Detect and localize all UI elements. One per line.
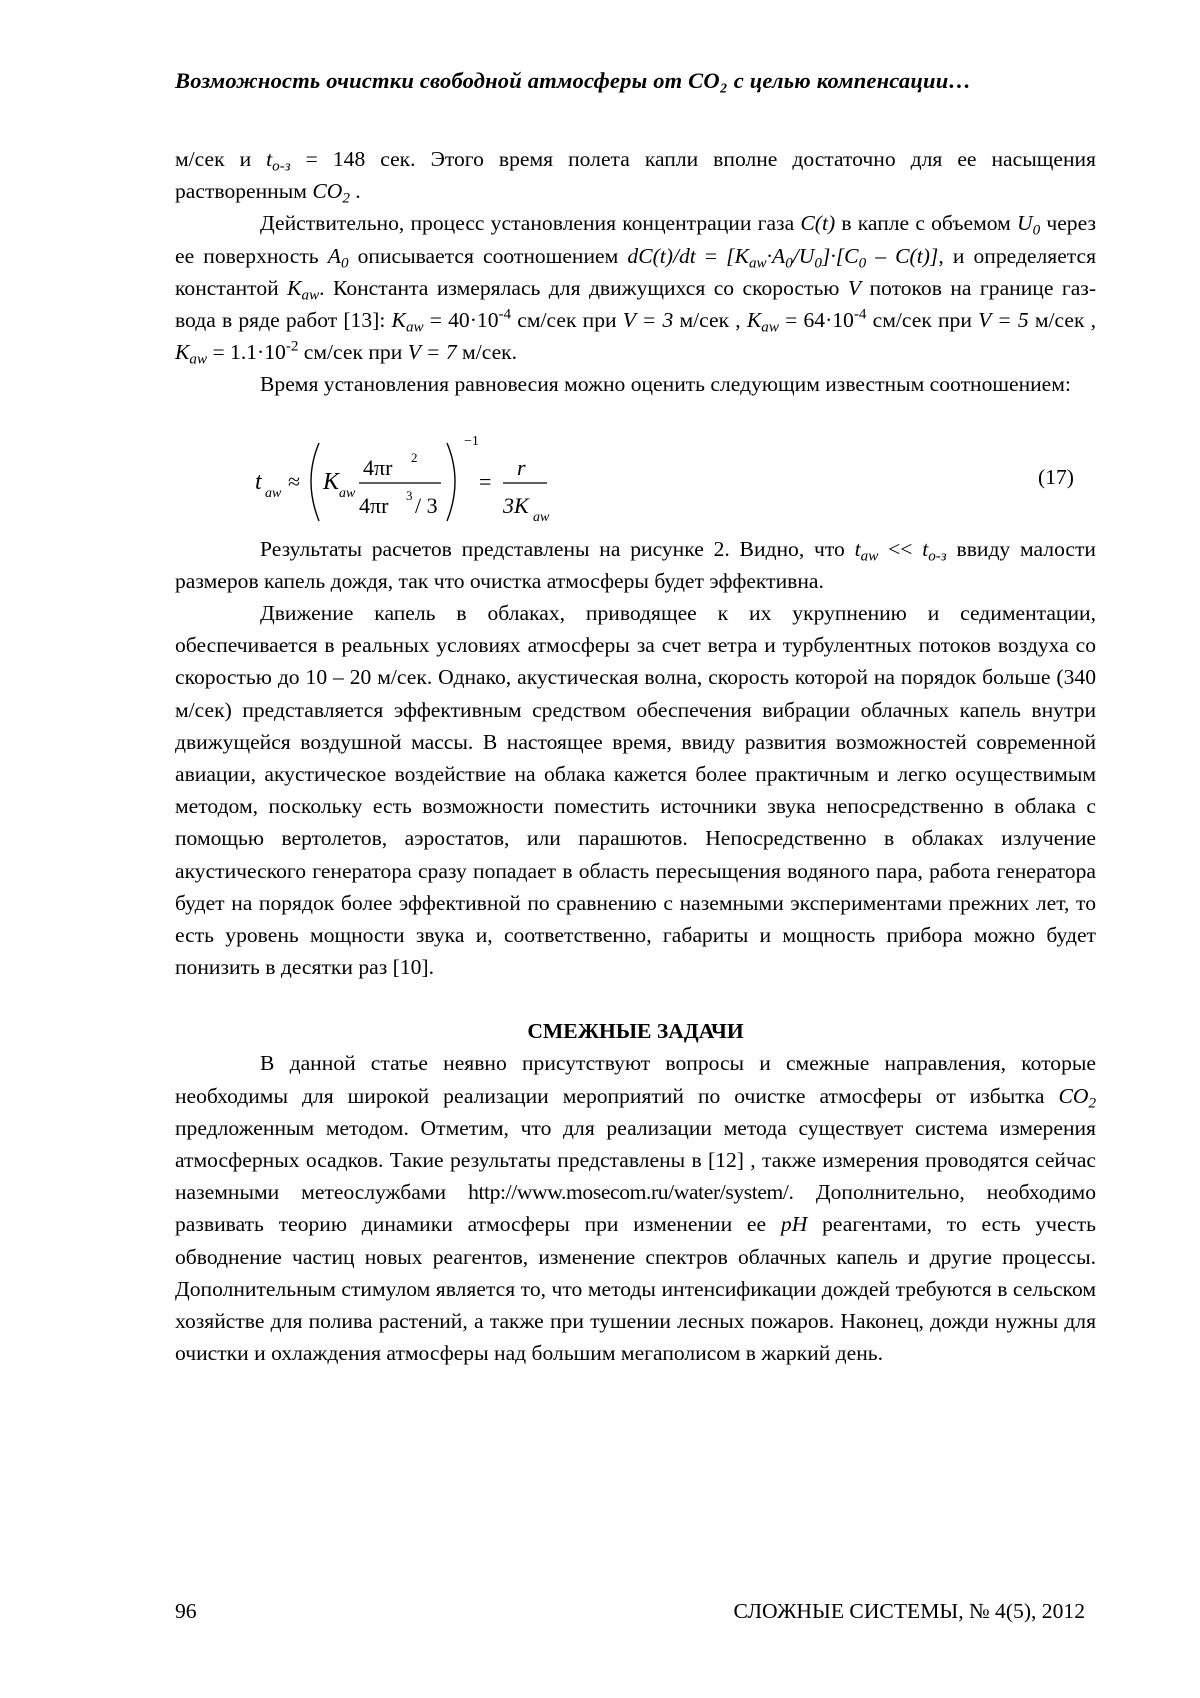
subscript: о-з bbox=[928, 548, 947, 565]
eq-numerator: 4πr bbox=[363, 454, 393, 480]
text: = bbox=[695, 243, 727, 268]
superscript: -4 bbox=[853, 306, 867, 323]
inline-equation: dC(t)/dt bbox=[627, 243, 696, 268]
paragraph-3: Время установления равновесия можно оценить следующим известным соотношением: bbox=[260, 372, 1071, 397]
subscript: aw bbox=[189, 351, 208, 368]
text: см/сек при bbox=[511, 308, 623, 333]
subscript: 0 bbox=[814, 255, 822, 272]
text: см/сек при bbox=[866, 308, 979, 333]
paragraph-6 bbox=[175, 1047, 1096, 1369]
text: м/сек , bbox=[673, 308, 747, 333]
text: = 1.1·10 bbox=[207, 340, 286, 365]
symbol-ph: pH bbox=[780, 1212, 808, 1237]
eq-left-paren bbox=[311, 443, 319, 521]
subscript: 0 bbox=[785, 255, 793, 272]
subscript: 2 bbox=[342, 190, 350, 207]
symbol-v: V bbox=[847, 275, 862, 300]
text: в капле с объемом bbox=[835, 211, 1017, 236]
symbol-k: K bbox=[175, 340, 190, 365]
subscript: aw bbox=[761, 319, 779, 336]
eq-approx: ≈ bbox=[288, 468, 301, 494]
subscript: aw bbox=[860, 548, 879, 565]
text: Действительно, процесс установления концентрации газа bbox=[260, 211, 801, 236]
eq-equals: = bbox=[479, 468, 492, 494]
text: . Дополнительно, необходимо развивать теорию динамики атмосферы при изменении ее bbox=[175, 1180, 1096, 1237]
paragraph-5: Движение капель в облаках, приводящее к их укрупнению и седиментации, обеспечивается в реальных условиях атмосферы за счет ветра и турбулентных потоков воздуха со скоростью до 10 – 20 м/сек. Однако, акустическая волна, скорость которой на порядок больше (340 м/сек) представляется эффективным средством обеспечения вибрации облачных капель внутри движущейся воздушной массы. В настоящее время, ввиду развития возможностей современной авиации, акустическое воздействие на облака кажется более практичным и легко осуществимым методом, поскольку есть возможности поместить источники звука непосредственно в облака с помощью вертолетов, аэростатов, или парашютов. Непосредственно в облаках излучение акустического генератора сразу попадает в область пересыщения водяного пара, работа генератора будет на порядок более эффективной по сравнению с наземными экспериментами прежних лет, то есть уровень мощности звука и, соответственно, габариты и мощность прибора можно будет понизить в десятки раз [10]. bbox=[175, 601, 1096, 980]
text: описывается соотношением bbox=[348, 243, 628, 268]
eq-right-paren bbox=[447, 443, 455, 521]
eq-den-exp: 3 bbox=[406, 487, 413, 503]
symbol-k: K bbox=[287, 275, 302, 300]
subscript: 0 bbox=[1032, 222, 1041, 239]
symbol-t: t bbox=[266, 147, 273, 171]
symbol-v: V = 7 bbox=[407, 340, 457, 365]
text: << bbox=[878, 536, 923, 561]
inline-equation: [K bbox=[726, 243, 749, 268]
symbol-co2: СО bbox=[312, 179, 343, 204]
text: , и определяется константой bbox=[175, 243, 1097, 300]
symbol-t: t bbox=[854, 536, 861, 561]
equation-formula bbox=[255, 429, 555, 533]
paragraph-2: Действительно, процесс установления концентрации газа C(t) в капле с объемом $U_0$ через ее поверхность $A_0$ описывается соотношением $dC(t)/dt = [K_{aw}\cdot A_0/U_0]\cdot[C_0 - C(t)]$, и определяется константой $K_{aw}$. Константа измерялась для движущихся со скоростью V потоков на границе газ-вода в ряде работ [13]: $K_{aw} = 40\cdot 10^{-4}$ см/сек при V = 3 м/сек , $K_{aw} = 64\cdot 10^{-4}$ см/сек при V = 5 м/сек , $K_{aw} = 1.1\cdot 10^{-2}$ см/сек при V = 7 м/сек. bbox=[175, 211, 1097, 368]
eq-den-tail: / 3 bbox=[415, 492, 438, 518]
section-heading: СМЕЖНЫЕ ЗАДАЧИ bbox=[527, 1019, 744, 1044]
text: . Константа измерялась для движущихся со скоростью bbox=[319, 275, 848, 300]
subscript: aw bbox=[301, 287, 320, 304]
journal-footer: СЛОЖНЫЕ СИСТЕМЫ, № 4(5), 2012 bbox=[733, 1599, 1085, 1623]
equation-number: (17) bbox=[1038, 464, 1074, 489]
symbol-v: V = 5 bbox=[978, 308, 1029, 333]
eq-den2: 3K bbox=[503, 492, 529, 518]
symbol-ct: C(t) bbox=[800, 211, 836, 236]
text: м/сек , bbox=[1028, 308, 1097, 333]
inline-equation: – C(t)] bbox=[866, 243, 939, 268]
eq-t-sub: aw bbox=[265, 485, 282, 501]
eq-t: t bbox=[255, 468, 262, 495]
inline-equation: ]·[C bbox=[821, 243, 859, 268]
eq-r: r bbox=[517, 454, 526, 480]
superscript: -4 bbox=[498, 306, 512, 323]
symbol-a0: A bbox=[327, 243, 341, 268]
inline-equation: A bbox=[772, 243, 786, 268]
text: предложенным методом. Отметим, что для реализации метода существует система измерения атмосферных осадков. Такие результаты представлены в [12] , также измерения проводятся сейчас наземными метеослужбами bbox=[175, 1115, 1096, 1205]
subscript: 2 bbox=[1088, 1095, 1096, 1112]
text: через ее поверхность bbox=[175, 211, 1096, 268]
symbol-t: t bbox=[922, 536, 929, 561]
text: . bbox=[349, 179, 361, 204]
eq-k-sub: aw bbox=[339, 485, 356, 501]
body-text bbox=[175, 143, 1096, 1370]
text: Результаты расчетов представлены на рисунке 2. Видно, что bbox=[260, 536, 855, 561]
eq-denominator: 4πr bbox=[359, 492, 389, 518]
symbol-u0: U bbox=[1017, 211, 1033, 236]
subscript: aw bbox=[748, 255, 767, 272]
url-link[interactable]: http://www.mosecom.ru/water/system/ bbox=[468, 1180, 789, 1205]
text: = 40·10 bbox=[423, 308, 499, 333]
text: В данной статье неявно присутствуют вопросы и смежные направления, которые необходимы для широкой реализации мероприятий по очистке атмосферы от избытка bbox=[175, 1051, 1096, 1108]
text: см/сек при bbox=[298, 340, 408, 365]
text: потоков на границе газ-вода в ряде работ [13]: bbox=[175, 275, 1097, 333]
eq-den2-sub: aw bbox=[533, 509, 550, 525]
text: = 64·10 bbox=[778, 308, 854, 333]
subscript: о-з bbox=[272, 158, 291, 175]
subscript: 0 bbox=[858, 255, 867, 272]
subscript: aw bbox=[405, 319, 424, 336]
eq-num-exp: 2 bbox=[411, 449, 418, 465]
text: реагентами, то есть учесть обводнение частиц новых реагентов, изменение спектров облачных капель и другие процессы. Дополнительным стимулом является то, что методы интенсификации дождей требуются в сельском хозяйстве для полива растений, а также при тушении лесных пожаров. Наконец, дожди нужны для очистки и охлаждения атмосферы над большим мегаполисом в жаркий день. bbox=[175, 1212, 1096, 1366]
symbol-v: V = 3 bbox=[622, 308, 674, 333]
text: м/сек. bbox=[456, 340, 518, 365]
text: м/сек и bbox=[175, 147, 267, 171]
eq-outer-exp: −1 bbox=[464, 433, 479, 449]
superscript: -2 bbox=[285, 338, 299, 355]
eq-k: K bbox=[323, 468, 340, 495]
inline-equation: /U bbox=[792, 243, 815, 268]
text: ввиду малости размеров капель дождя, так что очистка атмосферы будет эффективна. bbox=[175, 536, 1096, 593]
running-title: Возможность очистки свободной атмосферы от СО₂ с целью компенсации… bbox=[175, 68, 972, 93]
paragraph-4 bbox=[175, 533, 1096, 597]
symbol-co2: СО bbox=[1058, 1083, 1089, 1108]
symbol-k: K bbox=[391, 308, 406, 333]
symbol-k: K bbox=[746, 308, 762, 333]
text: = 148 сек. Этого время полета капли вполне достаточно для ее насыщения растворенным bbox=[175, 147, 1096, 204]
subscript: 0 bbox=[340, 255, 349, 272]
paragraph-1 bbox=[175, 143, 1096, 207]
equation-17 bbox=[175, 429, 1096, 533]
page-number: 96 bbox=[175, 1599, 197, 1623]
